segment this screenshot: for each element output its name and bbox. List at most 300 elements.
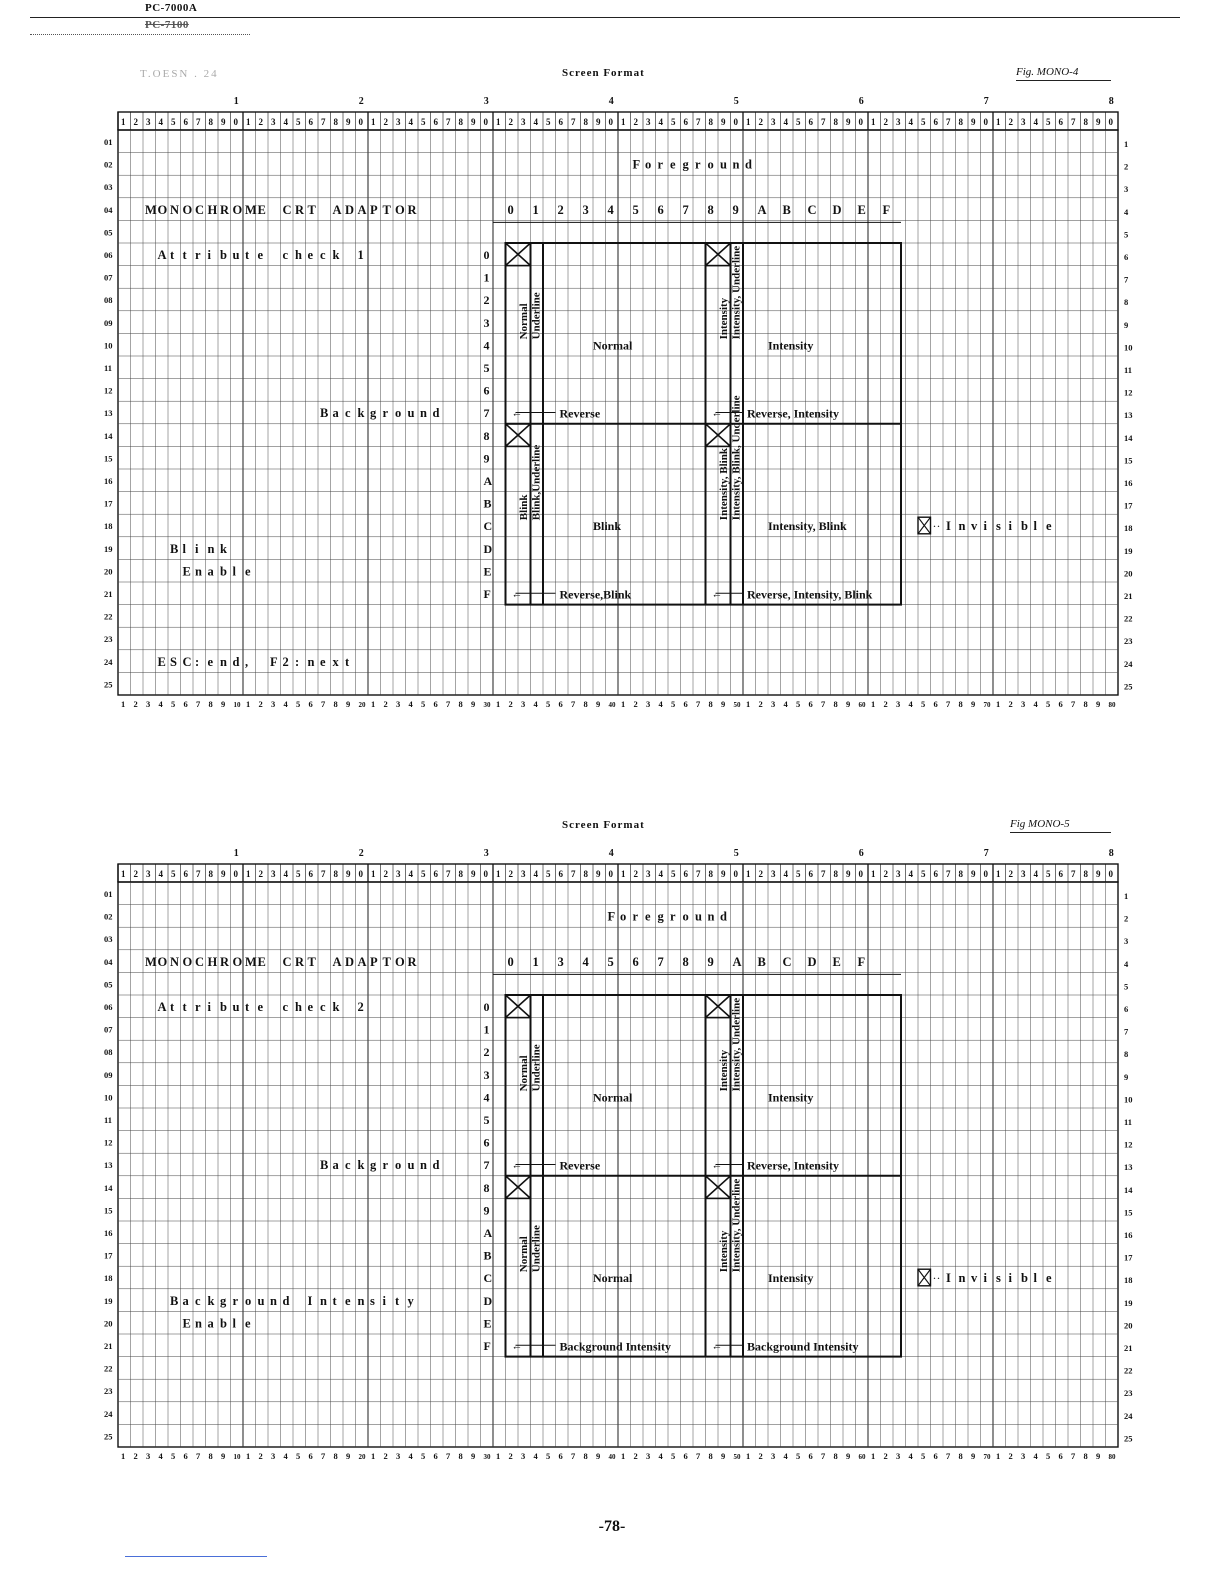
column-ruler-digit: 7	[821, 869, 826, 879]
row-number-right: 10	[1124, 342, 1133, 353]
column-group-label: 1	[233, 848, 239, 859]
row-number-right: 17	[1124, 1252, 1133, 1263]
table-row-label: A	[483, 1226, 493, 1240]
svg-text:0: 0	[507, 202, 514, 217]
row-number-left: 01	[104, 137, 113, 147]
row-number-right: 12	[1124, 1139, 1133, 1150]
bottom-ruler-digit: 6	[683, 699, 688, 709]
svg-text:A: A	[332, 954, 342, 969]
bottom-ruler-digit: 7	[571, 699, 576, 709]
row-number-left: 22	[104, 611, 113, 622]
bottom-ruler-digit: 4	[783, 1451, 788, 1461]
row-number-right: 4	[1124, 206, 1129, 217]
row-number-left: 23	[104, 634, 113, 645]
column-ruler-digit: 4	[533, 117, 538, 127]
table-row-label: B	[483, 496, 492, 511]
upper-reverse-label: Reverse	[559, 406, 601, 421]
svg-text:D: D	[807, 954, 817, 969]
bottom-ruler-digit: 7	[446, 699, 451, 709]
row-number-right: 24	[1124, 1410, 1133, 1421]
svg-text:1: 1	[532, 202, 539, 217]
bottom-ruler-digit: 6	[433, 1451, 438, 1461]
upper-reverse-label: Reverse	[559, 1158, 601, 1173]
column-ruler-digit: 1	[621, 117, 626, 127]
column-group-label: 2	[358, 96, 364, 107]
svg-text:C: C	[195, 202, 205, 217]
svg-text:A: A	[732, 954, 742, 969]
bottom-ruler-digit: 6	[558, 699, 563, 709]
upper-center-label: Normal	[593, 338, 633, 353]
bottom-ruler-digit: 7	[196, 1451, 201, 1461]
column-ruler-digit: 1	[871, 869, 876, 879]
bottom-ruler-digit: 1	[746, 699, 751, 709]
row-number-left: 12	[104, 385, 113, 396]
svg-text:F: F	[607, 909, 616, 924]
svg-text:C: C	[182, 654, 192, 669]
svg-text:i: i	[983, 1271, 987, 1286]
column-ruler-digit: 2	[258, 869, 263, 879]
svg-text:t: t	[182, 1000, 187, 1014]
bottom-ruler-digit: 6	[183, 1451, 188, 1461]
svg-text:9: 9	[732, 202, 739, 217]
bottom-ruler-digit: 6	[933, 1451, 938, 1461]
column-ruler-digit: 4	[1033, 869, 1038, 879]
table-row-label: D	[483, 541, 493, 556]
svg-text:B: B	[782, 202, 791, 217]
svg-text:D: D	[345, 202, 355, 217]
bottom-ruler-digit: 80	[1108, 701, 1116, 709]
bottom-ruler-digit: 4	[908, 1451, 913, 1461]
bottom-ruler-digit: 5	[546, 1451, 551, 1461]
upper-ireverse-arrowhead: ←	[711, 407, 723, 420]
lower-vlabel-2: Underline	[530, 1225, 543, 1273]
row-number-right: 9	[1124, 1071, 1129, 1082]
svg-text:e: e	[307, 1000, 314, 1014]
svg-text:c: c	[282, 248, 289, 262]
svg-text:t: t	[245, 1000, 250, 1014]
column-ruler-digit: 6	[933, 869, 938, 879]
row-number-right: 11	[1124, 365, 1133, 375]
svg-text:2: 2	[357, 1000, 364, 1014]
bottom-ruler-digit: 6	[808, 1451, 813, 1461]
row-number-right: 6	[1124, 1004, 1129, 1014]
column-ruler-digit: 8	[458, 117, 463, 127]
bottom-ruler-digit: 7	[321, 1451, 326, 1461]
column-ruler-digit: 2	[258, 117, 263, 127]
column-ruler-digit: 7	[946, 869, 951, 879]
screen-text	[508, 203, 891, 217]
column-ruler-digit: 7	[1071, 869, 1076, 879]
column-ruler-digit: 8	[333, 869, 338, 879]
row-number-left: 05	[104, 979, 113, 990]
bottom-ruler-digit: 8	[958, 699, 963, 709]
svg-text:h: h	[295, 248, 302, 262]
bottom-ruler-digit: 4	[783, 699, 788, 709]
bottom-ruler-digit: 4	[158, 699, 163, 709]
table-row-label: 0	[483, 1000, 490, 1014]
bottom-ruler-digit: 5	[421, 699, 426, 709]
bottom-ruler-digit: 2	[1008, 699, 1013, 709]
bottom-ruler-digit: 2	[383, 1451, 388, 1461]
bottom-ruler-digit: 40	[608, 1453, 616, 1461]
table-row-label: 8	[483, 428, 490, 443]
row-number-right: 25	[1124, 681, 1133, 692]
bottom-ruler-digit: 1	[371, 699, 376, 709]
bottom-ruler-digit: 6	[808, 699, 813, 709]
column-ruler-digit: 9	[1096, 869, 1101, 879]
upper-right-label: Intensity	[768, 1090, 814, 1105]
svg-text:e: e	[670, 157, 676, 172]
table-row-label: 7	[483, 406, 490, 421]
column-ruler-digit: 8	[583, 869, 588, 879]
svg-text:2: 2	[282, 654, 289, 669]
row-number-left: 06	[104, 1002, 113, 1012]
svg-text:r: r	[695, 157, 701, 172]
column-ruler-digit: 6	[1058, 869, 1063, 879]
svg-text:4: 4	[607, 202, 614, 217]
bottom-ruler-digit: 1	[496, 699, 501, 709]
column-ruler-digit: 7	[571, 117, 576, 127]
bottom-ruler-digit: 9	[1096, 1451, 1101, 1461]
column-ruler-digit: 4	[908, 869, 913, 879]
table-row-label: 6	[483, 1135, 490, 1150]
bottom-ruler-digit: 4	[1033, 699, 1038, 709]
sheet1-faint-label: T.OESN . 24	[140, 68, 219, 80]
row-number-left: 16	[104, 476, 113, 486]
column-ruler-digit: 2	[133, 117, 138, 127]
svg-text:b: b	[1021, 1271, 1028, 1286]
table-row-label: 1	[483, 270, 490, 285]
svg-text:2: 2	[557, 202, 564, 217]
screen-text	[320, 406, 440, 420]
table-row-label: 7	[483, 1158, 490, 1173]
column-ruler-digit: 7	[571, 869, 576, 879]
invisible-dots: ··	[932, 519, 941, 534]
svg-text:d: d	[232, 654, 240, 669]
column-ruler-digit: 3	[396, 117, 401, 127]
row-number-left: 14	[104, 1182, 113, 1193]
column-ruler-digit: 4	[533, 869, 538, 879]
svg-text:g: g	[370, 406, 377, 421]
svg-text:r: r	[382, 1158, 389, 1173]
column-ruler-digit: 0	[483, 117, 488, 127]
upper-reverse-arrowhead: ←	[511, 1159, 523, 1172]
bottom-ruler-digit: 8	[208, 699, 213, 709]
column-ruler-digit: 0	[358, 869, 363, 879]
svg-text:8: 8	[682, 954, 689, 969]
column-ruler-digit: 9	[971, 869, 976, 879]
column-ruler-digit: 4	[283, 117, 288, 127]
svg-text:t: t	[395, 1293, 400, 1308]
bottom-ruler-digit: 9	[346, 1451, 351, 1461]
column-ruler-digit: 7	[321, 869, 326, 879]
column-ruler-digit: 4	[158, 117, 163, 127]
row-number-right: 5	[1124, 229, 1129, 240]
column-group-label: 5	[733, 96, 739, 107]
upper-vlabel-2: Underline	[530, 1044, 543, 1092]
svg-text:7: 7	[682, 202, 689, 217]
row-number-left: 10	[104, 1092, 113, 1103]
upper-ivlabel-2: Intensity, Underline	[730, 997, 743, 1092]
svg-text:o: o	[620, 909, 627, 924]
column-group-label: 7	[983, 848, 989, 859]
svg-text:o: o	[707, 157, 714, 172]
bottom-ruler-digit: 3	[646, 699, 651, 709]
bottom-ruler-digit: 1	[621, 699, 626, 709]
svg-text:a: a	[207, 564, 214, 579]
row-number-right: 3	[1124, 184, 1129, 195]
svg-text:E: E	[182, 564, 191, 579]
svg-text:A: A	[757, 202, 767, 217]
svg-text:d: d	[432, 406, 440, 421]
bottom-ruler-digit: 9	[596, 699, 601, 709]
svg-text:t: t	[170, 1000, 175, 1014]
svg-text:o: o	[245, 1293, 252, 1308]
column-ruler-digit: 0	[983, 869, 988, 879]
column-ruler-digit: 2	[508, 117, 513, 127]
svg-text:n: n	[195, 564, 202, 579]
lower-reverse-label: Reverse,Blink	[559, 587, 632, 602]
bottom-ruler-digit: 3	[396, 699, 401, 709]
svg-text:6: 6	[632, 954, 639, 969]
bottom-ruler-digit: 3	[1021, 1451, 1026, 1461]
svg-text:n: n	[320, 1293, 327, 1308]
column-ruler-digit: 5	[421, 869, 426, 879]
upper-ireverse-label: Reverse, Intensity	[747, 406, 839, 421]
svg-text:c: c	[345, 406, 351, 421]
column-ruler-digit: 9	[471, 117, 476, 127]
column-ruler-digit: 1	[496, 117, 501, 127]
table-row-label: 9	[483, 451, 490, 466]
svg-text:e: e	[320, 654, 326, 669]
bottom-ruler-digit: 40	[608, 701, 616, 709]
bottom-ruler-digit: 8	[708, 1451, 713, 1461]
table-row-label: 2	[483, 1045, 490, 1060]
row-number-right: 15	[1124, 1207, 1133, 1218]
upper-ivlabel-2: Intensity, Underline	[730, 245, 743, 340]
svg-text:A: A	[332, 202, 342, 217]
bottom-ruler-digit: 4	[283, 699, 288, 709]
bottom-ruler-digit: 7	[321, 699, 326, 709]
svg-text:e: e	[245, 564, 251, 579]
bottom-ruler-digit: 2	[758, 699, 763, 709]
row-number-right: 8	[1124, 1049, 1129, 1060]
upper-vlabel-2: Underline	[530, 292, 543, 340]
row-number-left: 11	[104, 363, 113, 373]
svg-text:b: b	[1021, 519, 1028, 534]
column-ruler-digit: 0	[483, 869, 488, 879]
svg-text:t: t	[345, 654, 350, 669]
row-number-left: 03	[104, 934, 113, 945]
screen-text	[158, 1000, 364, 1014]
row-number-left: 25	[104, 1431, 113, 1442]
svg-text:e: e	[1046, 519, 1052, 534]
column-group-label: 5	[733, 848, 739, 859]
bottom-ruler-digit: 6	[1058, 699, 1063, 709]
column-ruler-digit: 8	[958, 117, 963, 127]
table-row-label: A	[483, 474, 493, 488]
row-number-left: 20	[104, 566, 113, 577]
row-number-right: 12	[1124, 387, 1133, 398]
svg-text:9: 9	[707, 954, 714, 969]
lower-ivlabel-1: Intensity	[718, 1230, 730, 1273]
column-ruler-digit: 9	[846, 869, 851, 879]
svg-text:s: s	[996, 519, 1001, 534]
svg-text:g: g	[220, 1293, 227, 1308]
lower-ireverse-label: Background Intensity	[747, 1339, 859, 1354]
column-ruler-digit: 5	[671, 117, 676, 127]
svg-text:T: T	[307, 954, 316, 969]
row-number-right: 13	[1124, 410, 1133, 421]
svg-text:6: 6	[657, 202, 664, 217]
invisible-dots: ··	[932, 1271, 941, 1286]
bottom-ruler-digit: 8	[333, 699, 338, 709]
screen-text	[158, 248, 364, 262]
svg-text:B: B	[320, 1158, 329, 1173]
bottom-ruler-digit: 10	[233, 1453, 241, 1461]
top-rule	[30, 17, 1180, 18]
column-ruler-digit: 8	[583, 117, 588, 127]
lower-ivlabel-2: Intensity, Underline	[730, 1178, 743, 1273]
svg-text:l: l	[232, 564, 236, 579]
column-ruler-digit: 1	[121, 869, 126, 879]
bottom-ruler-digit: 1	[746, 1451, 751, 1461]
svg-text:e: e	[307, 248, 314, 262]
row-number-right: 2	[1124, 913, 1129, 924]
bottom-ruler-digit: 9	[1096, 699, 1101, 709]
svg-text:R: R	[295, 954, 305, 969]
svg-text:r: r	[657, 157, 664, 172]
svg-text:o: o	[645, 157, 652, 172]
bottom-ruler-digit: 1	[871, 1451, 876, 1461]
bottom-ruler-digit: 4	[158, 1451, 163, 1461]
bottom-ruler-digit: 30	[483, 1453, 491, 1461]
screen-text	[170, 1294, 415, 1308]
lower-vlabel-2: Blink,Underline	[530, 444, 543, 521]
column-ruler-digit: 4	[158, 869, 163, 879]
svg-text:b: b	[220, 248, 227, 262]
column-ruler-digit: 7	[196, 117, 201, 127]
svg-text:n: n	[357, 1293, 365, 1308]
invisible-label	[946, 519, 1052, 533]
column-ruler-digit: 1	[746, 869, 751, 879]
column-ruler-digit: 5	[671, 869, 676, 879]
bottom-ruler-digit: 6	[683, 1451, 688, 1461]
sheet2-title: Screen Format	[562, 819, 645, 831]
bottom-ruler-digit: 20	[358, 1453, 366, 1461]
upper-reverse-arrowhead: ←	[511, 407, 523, 420]
svg-text:r: r	[232, 1293, 239, 1308]
column-ruler-digit: 8	[208, 117, 213, 127]
column-ruler-digit: 4	[783, 117, 788, 127]
svg-text:a: a	[332, 406, 339, 421]
bottom-ruler-digit: 4	[908, 699, 913, 709]
row-number-right: 25	[1124, 1433, 1133, 1444]
lower-ireverse-arrowhead: ←	[711, 588, 723, 601]
column-ruler-digit: 2	[633, 869, 638, 879]
screen-text	[320, 1158, 440, 1172]
column-ruler-digit: 1	[996, 117, 1001, 127]
bottom-ruler-digit: 9	[221, 1451, 226, 1461]
svg-text:E: E	[257, 202, 266, 217]
svg-text:E: E	[832, 954, 841, 969]
column-ruler-digit: 5	[921, 869, 926, 879]
column-ruler-digit: 3	[1021, 869, 1026, 879]
column-ruler-digit: 8	[333, 117, 338, 127]
svg-text:o: o	[682, 909, 689, 924]
column-ruler-digit: 9	[971, 117, 976, 127]
column-ruler-digit: 5	[1046, 869, 1051, 879]
row-number-left: 01	[104, 889, 113, 899]
table-row-label: 4	[483, 338, 490, 353]
bottom-ruler-digit: 8	[833, 699, 838, 709]
column-ruler-digit: 7	[196, 869, 201, 879]
bottom-ruler-digit: 3	[896, 699, 901, 709]
column-ruler-digit: 1	[996, 869, 1001, 879]
svg-text:M: M	[145, 954, 157, 969]
row-number-left: 13	[104, 1160, 113, 1171]
lower-center-label: Normal	[593, 1271, 633, 1286]
sheet2-fig-label: Fig MONO-5	[1010, 818, 1111, 833]
bottom-ruler-digit: 7	[946, 1451, 951, 1461]
column-ruler-digit: 3	[771, 869, 776, 879]
column-ruler-digit: 3	[646, 117, 651, 127]
svg-text:g: g	[657, 909, 664, 924]
svg-text:H: H	[207, 954, 218, 969]
bottom-ruler-digit: 4	[1033, 1451, 1038, 1461]
bottom-ruler-digit: 3	[771, 699, 776, 709]
bottom-ruler-digit: 2	[133, 1451, 138, 1461]
bottom-ruler-digit: 9	[346, 699, 351, 709]
row-number-right: 11	[1124, 1117, 1133, 1127]
bottom-ruler-digit: 8	[1083, 1451, 1088, 1461]
bottom-ruler-digit: 5	[921, 1451, 926, 1461]
row-number-left: 06	[104, 250, 113, 260]
bottom-ruler-digit: 7	[446, 1451, 451, 1461]
svg-text:E: E	[257, 954, 266, 969]
svg-text::: :	[295, 654, 300, 669]
column-ruler-digit: 4	[908, 117, 913, 127]
bottom-ruler-digit: 9	[846, 1451, 851, 1461]
row-number-left: 24	[104, 656, 113, 667]
svg-text:8: 8	[707, 202, 714, 217]
column-ruler-digit: 0	[983, 117, 988, 127]
row-number-left: 04	[104, 956, 113, 967]
column-ruler-digit: 8	[1083, 117, 1088, 127]
svg-text:O: O	[232, 954, 243, 969]
bottom-ruler-digit: 8	[458, 699, 463, 709]
bottom-ruler-digit: 2	[133, 699, 138, 709]
screen-text	[145, 955, 418, 969]
column-ruler-digit: 9	[721, 117, 726, 127]
row-number-right: 13	[1124, 1162, 1133, 1173]
column-ruler-digit: 4	[783, 869, 788, 879]
svg-text:t: t	[332, 1293, 337, 1308]
column-ruler-digit: 9	[596, 117, 601, 127]
table-row-label: 1	[483, 1022, 490, 1037]
svg-text:d: d	[432, 1158, 440, 1173]
column-ruler-digit: 2	[883, 869, 888, 879]
bottom-ruler-digit: 80	[1108, 1453, 1116, 1461]
column-ruler-digit: 8	[708, 869, 713, 879]
row-number-right: 14	[1124, 432, 1133, 443]
row-number-left: 19	[104, 1295, 113, 1306]
svg-text:l: l	[1033, 1271, 1037, 1286]
svg-text:7: 7	[657, 954, 664, 969]
row-number-left: 09	[104, 317, 113, 328]
upper-right-label: Intensity	[768, 338, 814, 353]
column-ruler-digit: 7	[446, 117, 451, 127]
